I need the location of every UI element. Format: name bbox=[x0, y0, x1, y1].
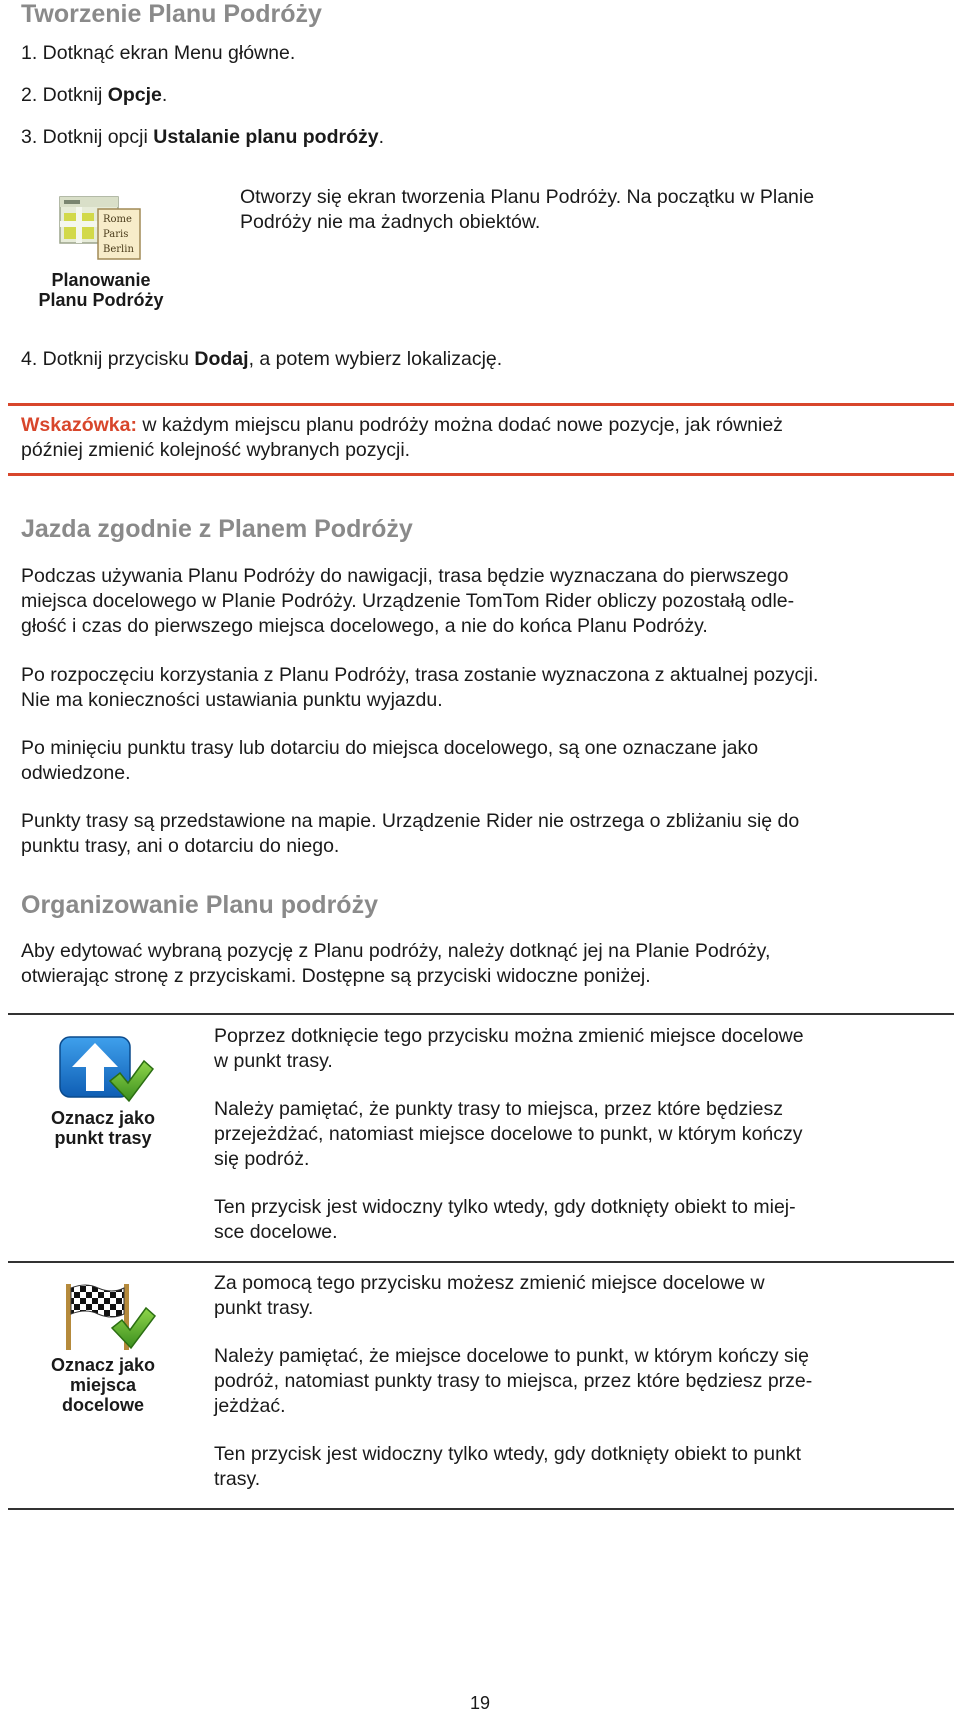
section2-paragraph-3: Po minięciu punktu trasy lub dotarciu do miejsca docelowego, są one oznaczane jako odwiedzone. bbox=[21, 737, 759, 784]
row1-paragraph-3: Ten przycisk jest widoczny tylko wtedy, gdy dotknięty obiekt to miej- sce docelowe. bbox=[214, 1196, 796, 1243]
step-3: 3. Dotknij opcji Ustalanie planu podróży. bbox=[21, 126, 385, 148]
page-number: 19 bbox=[469, 1693, 491, 1713]
row1-paragraph-1: Poprzez dotknięcie tego przycisku można zmienić miejsce docelowe w punkt trasy. bbox=[214, 1025, 804, 1072]
mark-as-waypoint-caption: Oznacz jako punkt trasy bbox=[50, 1108, 156, 1148]
table-middle-rule bbox=[8, 1261, 954, 1263]
mark-as-waypoint-icon bbox=[58, 1035, 154, 1105]
row2-paragraph-2: Należy pamiętać, że miejsce docelowe to punkt, w którym kończy się podróż, natomiast punkty trasy to miejsca, przez które będziesz prze- jeżdżać. bbox=[214, 1345, 813, 1417]
mark-as-destination-caption: Oznacz jako miejsca docelowe bbox=[50, 1355, 156, 1415]
step-1: 1. Dotknąć ekran Menu główne. bbox=[21, 42, 296, 64]
row2-paragraph-1: Za pomocą tego przycisku możesz zmienić miejsce docelowe w punkt trasy. bbox=[214, 1272, 765, 1319]
icon-label-rome: Rome bbox=[103, 214, 132, 225]
step-2: 2. Dotknij Opcje. bbox=[21, 84, 168, 106]
tip-top-rule bbox=[8, 403, 954, 406]
section-title-organize-itinerary: Organizowanie Planu podróży bbox=[21, 891, 378, 919]
tip-bottom-rule bbox=[8, 473, 954, 476]
row1-paragraph-2: Należy pamiętać, że punkty trasy to miejsca, przez które będziesz przejeżdżać, natomiast miejsce docelowe to punkt, w którym kończy się podróż. bbox=[214, 1098, 803, 1170]
icon-label-paris: Paris bbox=[103, 229, 129, 240]
section2-paragraph-2: Po rozpoczęciu korzystania z Planu Podróży, trasa zostanie wyznaczona z aktualnej pozycji. Nie ma konieczności ustawiania punktu wyjazdu. bbox=[21, 664, 819, 711]
itinerary-icon-description: Otworzy się ekran tworzenia Planu Podróży. Na początku w Planie Podróży nie ma żadnych obiektów. bbox=[240, 186, 815, 233]
itinerary-planning-caption: Planowanie Planu Podróży bbox=[38, 270, 164, 310]
row2-paragraph-3: Ten przycisk jest widoczny tylko wtedy, gdy dotknięty obiekt to punkt trasy. bbox=[214, 1443, 802, 1490]
section-title-create-itinerary: Tworzenie Planu Podróży bbox=[21, 0, 322, 28]
icon-label-berlin: Berlin bbox=[103, 244, 134, 255]
step-4: 4. Dotknij przycisku Dodaj, a potem wybierz lokalizację. bbox=[21, 348, 503, 370]
tip-box: Wskazówka: w każdym miejscu planu podróży można dodać nowe pozycje, jak również później zmienić kolejność wybranych pozycji. bbox=[21, 414, 783, 461]
tip-label: Wskazówka: bbox=[21, 414, 137, 436]
table-bottom-rule bbox=[8, 1508, 954, 1510]
section3-paragraph-1: Aby edytować wybraną pozycję z Planu podróży, należy dotknąć jej na Planie Podróży, otwierając stronę z przyciskami. Dostępne są przyciski widoczne poniżej. bbox=[21, 940, 771, 987]
section2-paragraph-4: Punkty trasy są przedstawione na mapie. Urządzenie Rider nie ostrzega o zbliżaniu się do punktu trasy, ani o dotarciu do niego. bbox=[21, 810, 800, 857]
itinerary-planning-icon bbox=[58, 195, 144, 261]
section2-paragraph-1: Podczas używania Planu Podróży do nawigacji, trasa będzie wyznaczana do pierwszego miejsca docelowego w Planie Podróży. Urządzenie TomTom Rider obliczy pozostałą odle- głość i czas do pierwszego miejsca docelowego, a nie do końca Planu Podróży. bbox=[21, 565, 795, 637]
mark-as-destination-icon bbox=[62, 1280, 158, 1352]
section-title-driving-itinerary: Jazda zgodnie z Planem Podróży bbox=[21, 515, 413, 543]
table-top-rule bbox=[8, 1013, 954, 1015]
